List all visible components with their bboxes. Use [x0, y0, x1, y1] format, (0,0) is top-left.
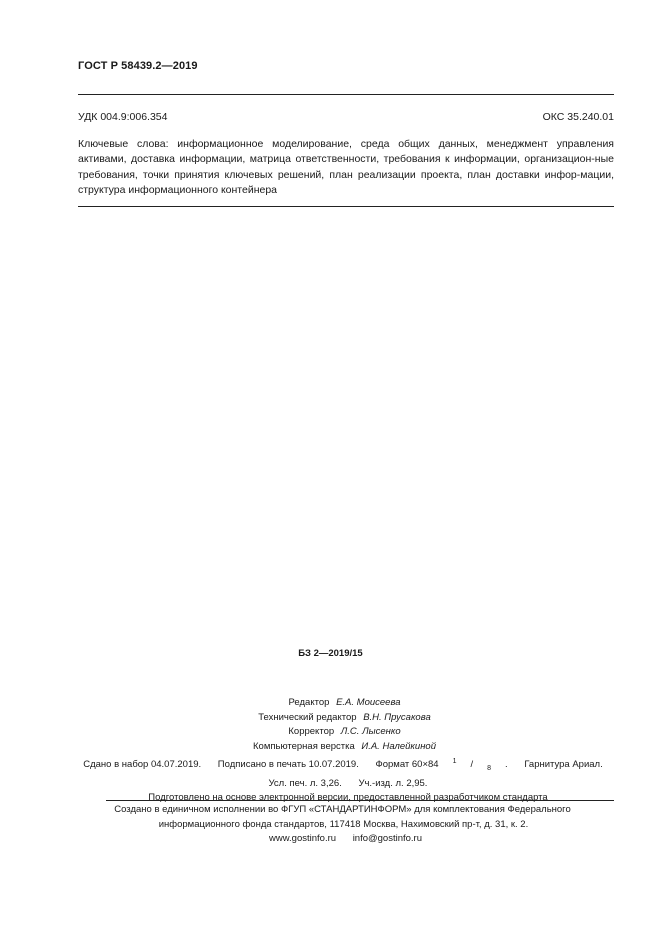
footer-contacts — [0, 832, 661, 847]
keywords-paragraph: Ключевые слова: информационное моделирование, среда общих данных, менеджмент управления активами, доставка информации, матрица ответственности, требования к информации, организацион-ные требования, точки принятия ключевых решений, план реализации проекта, план доставки инфор-мации, структура информационного контейнера — [78, 138, 614, 197]
staff-list — [0, 696, 661, 754]
udk-code: УДК 004.9:006.354 — [78, 111, 168, 123]
staff-editor — [0, 696, 661, 711]
signed-date: Подписано в печать 10.07.2019. — [217, 759, 359, 771]
oks-code: ОКС 35.240.01 — [542, 111, 614, 123]
staff-tech-editor — [0, 711, 661, 726]
email-link[interactable]: info@gostinfo.ru — [352, 833, 423, 844]
staff-role: Компьютерная верстка — [253, 740, 355, 752]
staff-role: Корректор — [288, 726, 335, 737]
staff-name: Е.А. Моисеева — [336, 697, 401, 708]
format-slash: / — [470, 759, 474, 771]
staff-name: Л.С. Лысенко — [340, 726, 401, 737]
format-sub: 8 — [487, 765, 492, 773]
staff-role: Технический редактор — [258, 711, 357, 723]
format-suffix: . — [505, 759, 508, 771]
paper-format — [375, 758, 508, 773]
format-prefix: Формат 60×84 — [375, 759, 439, 771]
print-details — [0, 755, 661, 806]
staff-proofreader — [0, 725, 661, 740]
publish-sheets: Уч.-изд. л. 2,95. — [358, 777, 428, 789]
print-sheets: Усл. печ. л. 3,26. — [268, 777, 342, 789]
top-divider — [78, 94, 614, 95]
staff-name: В.Н. Прусакова — [363, 711, 431, 723]
typeface: Гарнитура Ариал. — [524, 759, 603, 771]
footer-line-2: информационного фонда стандартов, 117418 Москва, Нахимовский пр-т, д. 31, к. 2. — [158, 818, 529, 830]
bz-number: БЗ 2—2019/15 — [298, 648, 363, 659]
keywords-divider — [78, 206, 614, 207]
staff-name: И.А. Налейкиной — [361, 740, 436, 752]
staff-layout — [0, 740, 661, 755]
staff-role: Редактор — [288, 697, 330, 708]
footer — [0, 803, 661, 847]
format-sup: 1 — [452, 758, 457, 765]
print-row-2 — [0, 777, 661, 792]
document-code: ГОСТ Р 58439.2—2019 — [78, 60, 198, 72]
footer-divider — [106, 800, 614, 801]
website-link[interactable]: www.gostinfo.ru — [268, 833, 337, 844]
prepared-note: Подготовлено на основе электронной версии, предоставленной разработчиком стандарта — [148, 792, 548, 804]
footer-line-1: Создано в единичном исполнении во ФГУП «СТАНДАРТИНФОРМ» для комплектования Федерального — [114, 804, 571, 815]
submitted-date: Сдано в набор 04.07.2019. — [83, 759, 202, 771]
print-row-1 — [0, 755, 661, 777]
